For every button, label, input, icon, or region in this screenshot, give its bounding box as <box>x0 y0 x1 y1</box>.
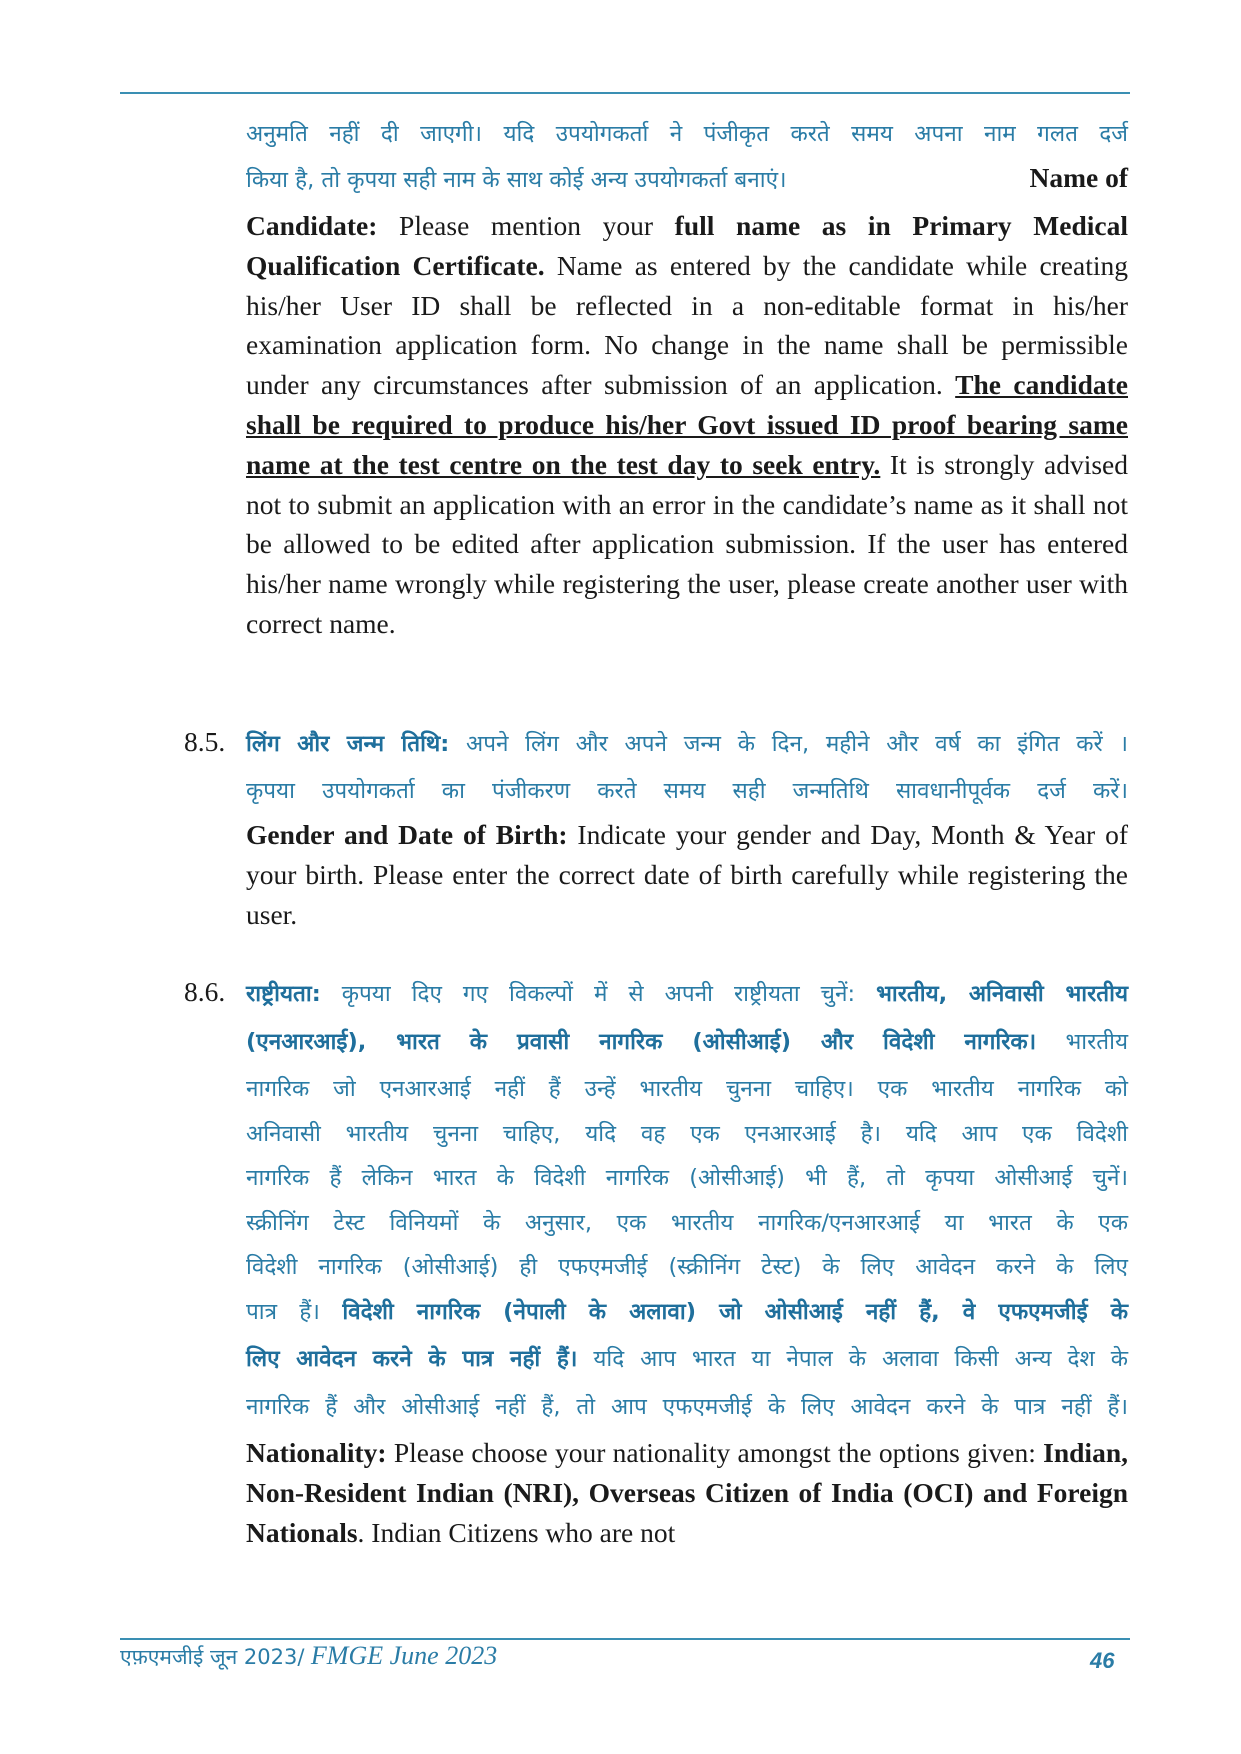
hindi-text: पात्र हैं। <box>246 1298 343 1325</box>
hindi-line: स्क्रीनिंग टेस्ट विनियमों के अनुसार, एक भारतीय नागरिक/एनआरआई या भारत के एक <box>246 1209 1128 1236</box>
bold-text: full name as in Primary Medical Qualification Certificate. <box>246 210 1128 281</box>
hindi-line: किया है, तो कृपया सही नाम के साथ कोई अन्य उपयोगकर्ता बनाएं। <box>246 167 787 193</box>
underlined-text: The candidate shall be required to produce his/her Govt issued ID proof bearing same name at the test centre on the test day to seek entry. <box>246 369 1128 480</box>
footer-rule <box>120 1638 1130 1640</box>
hindi-line: विदेशी नागरिक (ओसीआई) ही एफएमजीई (स्क्रीनिंग टेस्ट) के लिए आवेदन करने के लिए <box>246 1254 1128 1280</box>
label: Nationality: <box>246 1437 387 1468</box>
page-number: 46 <box>1090 1648 1115 1673</box>
text: It is strongly advised not to submit an application with an error in the candidate’s name as it shall not be allowed to be edited after application submission. If the user has entered his/her name wrongly while registering the user, please create another user with correct name. <box>246 448 1128 639</box>
label-candidate: Candidate: <box>246 210 378 241</box>
gender-dob-section <box>246 722 1128 934</box>
text: Please choose your nationality amongst the options given: <box>386 1437 1044 1468</box>
section-number: 8.5. <box>184 726 226 757</box>
bold-hindi: लिए आवेदन करने के पात्र नहीं हैं। <box>246 1346 578 1372</box>
hindi-line <box>246 1290 1128 1338</box>
text: . Indian Citizens who are not <box>357 1516 676 1548</box>
mixed-line <box>246 156 1128 202</box>
text: Name as entered by the candidate while creating his/her User ID shall be reflected in a non-editable format in his/her examination application form. No change in the name shall be permissible under any circumstances after submission of an application. <box>246 249 1129 401</box>
hindi-text: अपने लिंग और अपने जन्म के दिन, महीने और वर्ष का इंगित करें । <box>449 731 1128 757</box>
nationality-section <box>246 972 1128 1552</box>
english-paragraph <box>246 1433 1128 1552</box>
bold-hindi: लिंग और जन्म तिथि: <box>246 731 450 757</box>
footer-english: FMGE June 2023 <box>304 1641 498 1670</box>
hindi-text: भारतीय <box>1036 1028 1128 1055</box>
hindi-line: नागरिक जो एनआरआई नहीं हैं उन्हें भारतीय चुनना चाहिए। एक भारतीय नागरिक को <box>246 1076 1128 1102</box>
label: Gender and Date of Birth: <box>246 819 568 850</box>
hindi-line: नागरिक हैं लेकिन भारत के विदेशी नागरिक (ओसीआई) भी हैं, तो कृपया ओसीआई चुनें। <box>246 1165 1128 1191</box>
hindi-line <box>246 1020 1128 1068</box>
name-label-part: Name of <box>1029 162 1128 193</box>
hindi-text: कृपया दिए गए विकल्पों में से अपनी राष्ट्रीयता चुनें: <box>320 981 877 1007</box>
bold-text: Indian, Non-Resident Indian (NRI), Overseas Citizen of India (OCI) and Foreign Nationals <box>246 1437 1128 1548</box>
bold-hindi: राष्ट्रीयता: <box>246 981 321 1007</box>
hindi-line: कृपया उपयोगकर्ता का पंजीकरण करते समय सही जन्मतिथि सावधानीपूर्वक दर्ज करें। <box>246 778 1128 804</box>
bold-hindi: भारतीय, अनिवासी भारतीय <box>876 981 1128 1007</box>
footer-title <box>120 1641 497 1671</box>
section-number: 8.6. <box>184 976 226 1007</box>
hindi-line <box>246 1337 1128 1385</box>
footer-hindi: एफ़एमजीई जून 2023/ <box>120 1645 305 1669</box>
hindi-line: नागरिक हैं और ओसीआई नहीं हैं, तो आप एफएमजीई के लिए आवेदन करने के पात्र नहीं हैं। <box>246 1393 1128 1420</box>
hindi-line <box>246 722 1128 769</box>
header-rule <box>120 92 1130 94</box>
text: Indicate your gender and Day, Month & Year of your birth. Please enter the correct date of birth carefully while registering the user. <box>246 819 1128 930</box>
hindi-line: अनिवासी भारतीय चुनना चाहिए, यदि वह एक एनआरआई है। यदि आप एक विदेशी <box>246 1120 1128 1147</box>
name-of-candidate-section <box>246 112 1128 644</box>
hindi-line: अनुमति नहीं दी जाएगी। यदि उपयोगकर्ता ने पंजीकृत करते समय अपना नाम गलत दर्ज <box>246 121 1128 147</box>
bold-hindi: (एनआरआई), भारत के प्रवासी नागरिक (ओसीआई) और विदेशी नागरिक। <box>246 1028 1037 1055</box>
english-paragraph <box>246 206 1128 644</box>
text: Please mention your <box>377 210 675 241</box>
english-paragraph <box>246 815 1128 934</box>
bold-hindi: विदेशी नागरिक (नेपाली के अलावा) जो ओसीआई नहीं हैं, वे एफएमजीई के <box>342 1298 1128 1325</box>
hindi-text: यदि आप भारत या नेपाल के अलावा किसी अन्य देश के <box>577 1346 1128 1372</box>
hindi-line <box>246 972 1128 1020</box>
